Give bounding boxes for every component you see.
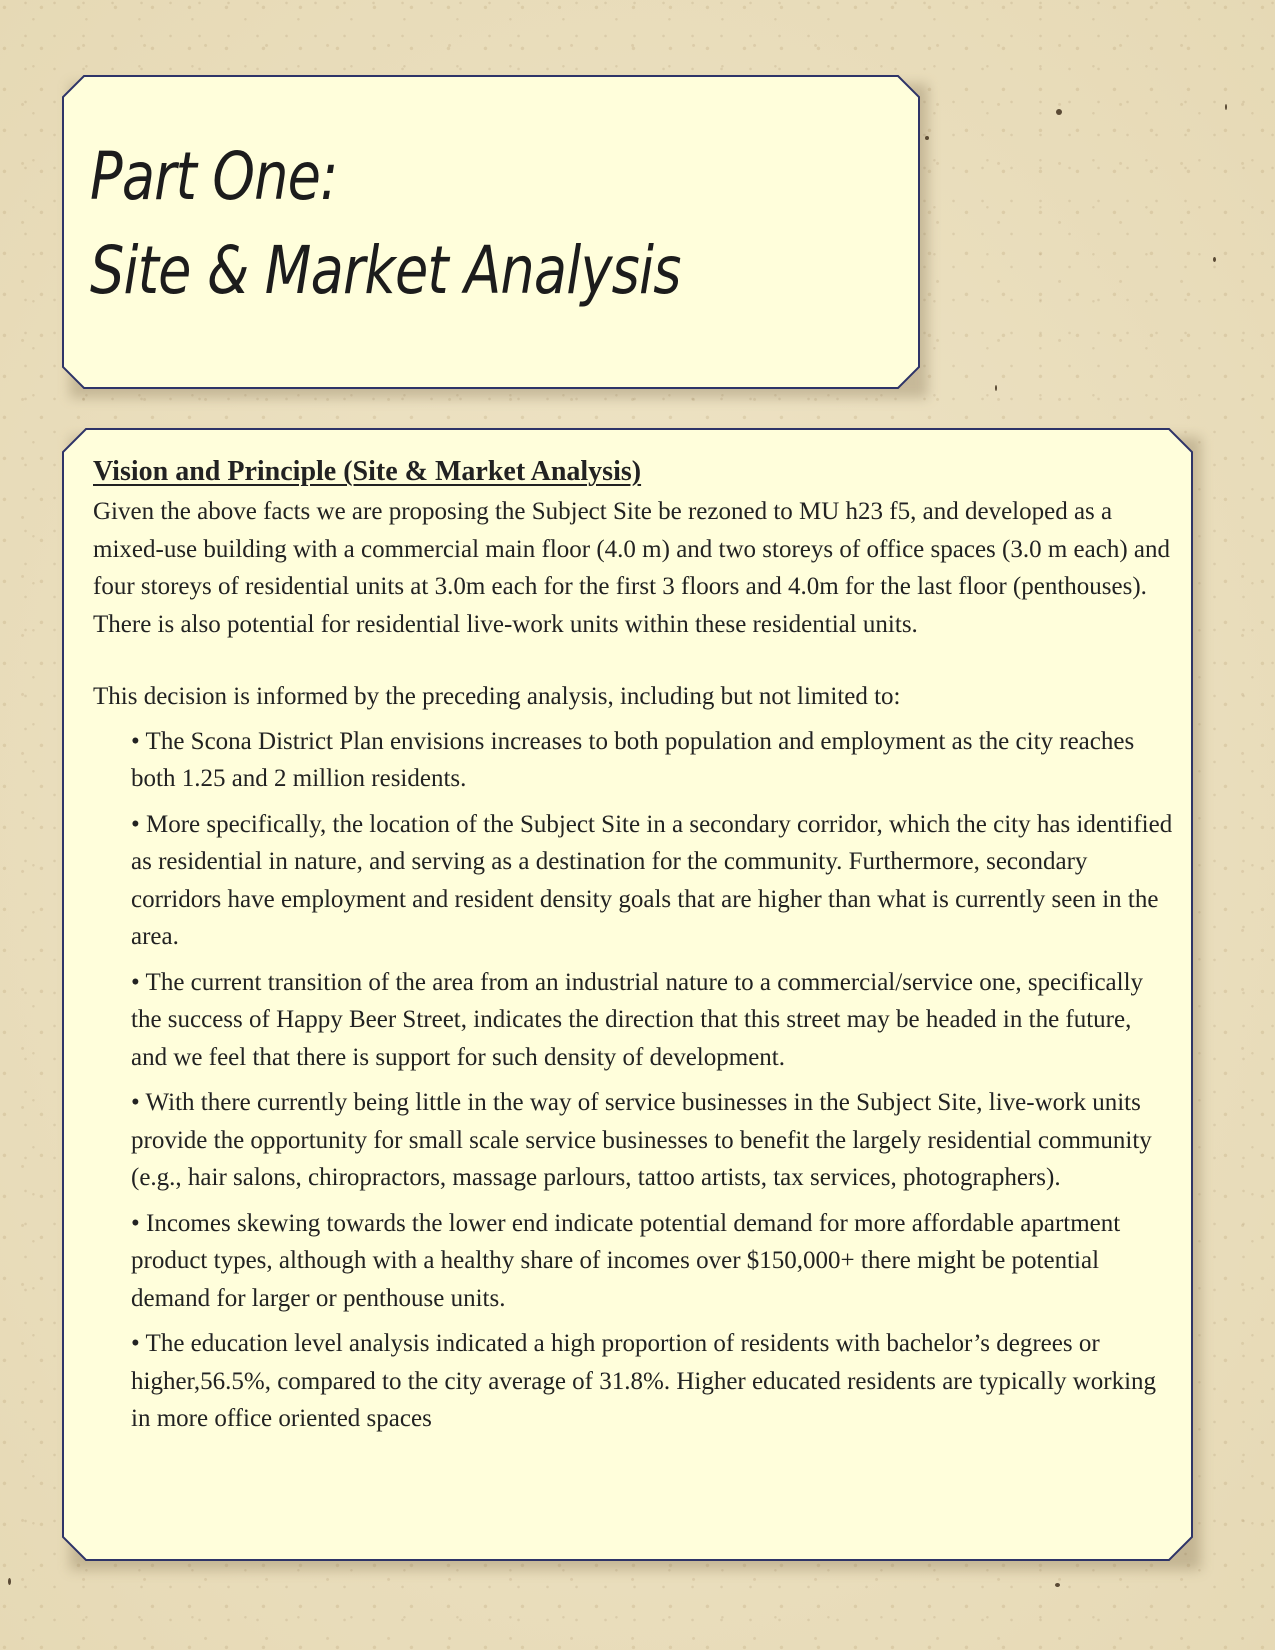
page-title-line-1: Part One:	[90, 138, 338, 215]
paper-speck	[8, 1578, 11, 1585]
paper-speck	[1056, 109, 1062, 115]
list-item: • Incomes skewing towards the lower end indicate potential demand for more affordable apartment product types, although with a healthy share of incomes over $150,000+ there might be potential demand for larger or penthouse units.	[131, 1209, 1121, 1312]
paper-speck	[1225, 104, 1227, 110]
paper-speck	[1055, 1583, 1060, 1587]
list-item: • With there currently being little in the way of service businesses in the Subject Site, live-work units provide the opportunity for small scale service businesses to benefit the largely residential community (e.g., hair salons, chiropractors, massage parlours, tattoo artists, tax services, photographers).	[131, 1089, 1152, 1191]
analysis-intro: This decision is informed by the preceding analysis, including but not limited to:	[93, 683, 901, 710]
paper-speck	[995, 385, 997, 391]
section-heading: Vision and Principle (Site & Market Analysis)	[93, 456, 642, 487]
list-item: • More specifically, the location of the Subject Site in a secondary corridor, which the city has identified as residential in nature, and serving as a destination for the community. Furthermore, secondary corridors have employment and resident density goals that are higher than what is currently seen in the area.	[131, 810, 1173, 950]
list-item: • The Scona District Plan envisions increases to both population and employment as the city reaches both 1.25 and 2 million residents.	[131, 727, 1135, 792]
page-title-line-2: Site & Market Analysis	[90, 232, 681, 309]
content-text	[93, 453, 1173, 1446]
list-item: • The education level analysis indicated a high proportion of residents with bachelor’s degrees or higher,56.5%, compared to the city average of 31.8%. Higher educated residents are typically working in more office oriented spaces	[131, 1330, 1157, 1432]
analysis-bullet-list	[93, 723, 1173, 1438]
proposal-paragraph: Given the above facts we are proposing the Subject Site be rezoned to MU h23 f5, and developed as a mixed-use building with a commercial main floor (4.0 m) and two storeys of office spaces (3.0 m each) and four storeys of residential units at 3.0m each for the first 3 floors and 4.0m for the last floor (penthouses). There is also potential for residential live-work units within these residential units.	[93, 498, 1171, 638]
list-item: • The current transition of the area from an industrial nature to a commercial/service one, specifically the success of Happy Beer Street, indicates the direction that this street may be headed in the future, and we feel that there is support for such density of development.	[131, 968, 1144, 1071]
paper-speck	[1213, 257, 1216, 262]
